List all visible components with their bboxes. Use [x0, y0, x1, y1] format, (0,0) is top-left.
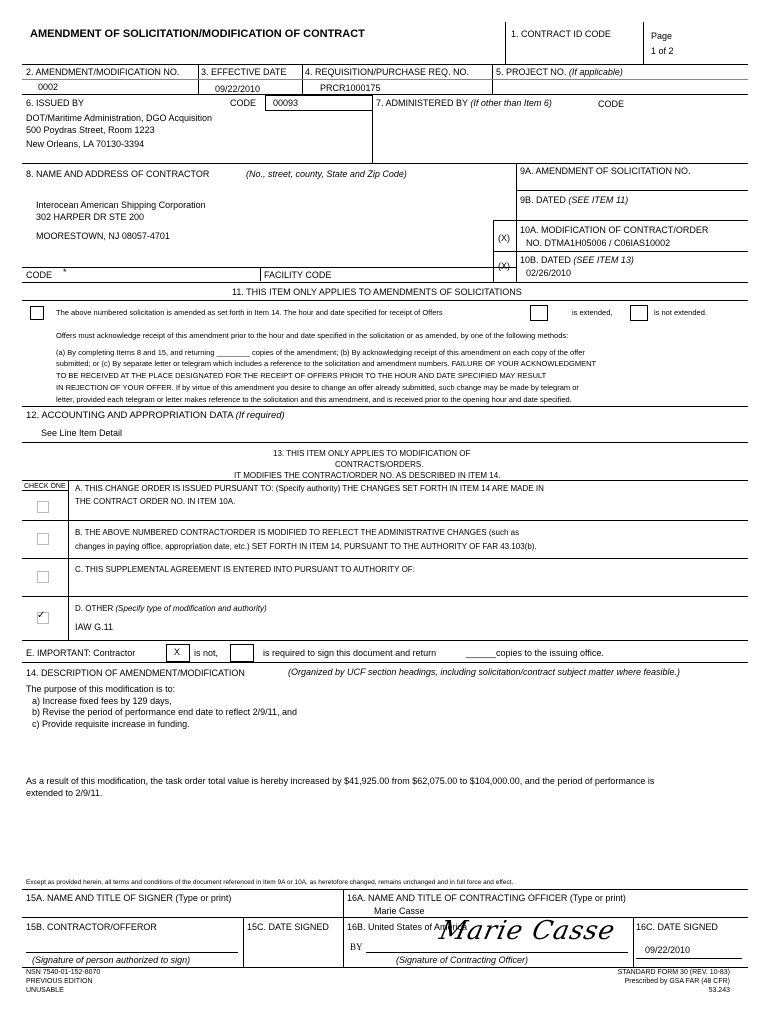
item13-a-line-2: THE CONTRACT ORDER NO. IN ITEM 10A.	[75, 497, 236, 506]
administered-by-label: 7. ADMINISTERED BY (If other than Item 6)	[376, 98, 552, 108]
extended-checkbox[interactable]	[530, 305, 548, 321]
requisition-label: 4. REQUISITION/PURCHASE REQ. NO.	[305, 67, 470, 77]
officer-signature: Marie Casse	[436, 916, 619, 946]
contractor-code-value: *	[63, 267, 67, 277]
issued-address-2: 500 Poydras Street, Room 1223	[26, 125, 155, 135]
solicitation-amended-checkbox[interactable]	[30, 306, 44, 320]
description-line-3: b) Revise the period of performance end date to reflect 2/9/11, and	[32, 707, 297, 717]
date-15c-label: 15C. DATE SIGNED	[247, 922, 329, 932]
x-mark-2: (X)	[498, 261, 510, 271]
effective-date-label: 3. EFFECTIVE DATE	[201, 67, 287, 77]
item13-c-line-1: C. THIS SUPPLEMENTAL AGREEMENT IS ENTERED INTO PURSUANT TO AUTHORITY OF:	[75, 565, 415, 574]
form-title: AMENDMENT OF SOLICITATION/MODIFICATION OF CONTRACT	[30, 28, 365, 40]
copies-blank: ______	[466, 648, 497, 658]
item13-heading-1: 13. THIS ITEM ONLY APPLIES TO MODIFICATION OF	[273, 449, 471, 458]
dated-10b-label: 10B. DATED (SEE ITEM 13)	[520, 255, 634, 265]
option-c-checkbox[interactable]	[37, 571, 49, 583]
contractor-line-3: MOORESTOWN, NJ 08057-4701	[36, 231, 170, 241]
unusable-label: UNUSABLE	[26, 987, 64, 994]
facility-code-label: FACILITY CODE	[264, 270, 332, 280]
effective-date-value: 09/22/2010	[215, 84, 261, 94]
is-required-checkbox[interactable]	[230, 644, 254, 662]
dated-9b-label: 9B. DATED (SEE ITEM 11)	[520, 195, 629, 205]
standard-form-label: STANDARD FORM 30 (REV. 10-83)	[617, 969, 730, 976]
signer-15a-label: 15A. NAME AND TITLE OF SIGNER (Type or print)	[26, 893, 232, 903]
date-16c-label: 16C. DATE SIGNED	[636, 922, 718, 932]
is-required-label: is required to sign this document and return	[263, 648, 437, 658]
issued-by-label: 6. ISSUED BY	[26, 98, 85, 108]
extended-label: is extended,	[572, 308, 613, 317]
issued-address-3: New Orleans, LA 70130-3394	[26, 139, 145, 149]
result-line-2: extended to 2/9/11.	[26, 788, 103, 798]
requisition-value: PRCR1000175	[320, 83, 381, 93]
except-clause: Except as provided herein, all terms and conditions of the document referenced in Item 9A or 10A, as heretofore changed, remains unchanged and in full force and effect.	[26, 879, 514, 886]
page-value: 1 of 2	[651, 46, 674, 56]
item13-heading-3: IT MODIFIES THE CONTRACT/ORDER NO. AS DESCRIBED IN ITEM 14.	[234, 471, 501, 480]
description-line-1: The purpose of this modification is to:	[26, 684, 176, 694]
item13-b-line-1: B. THE ABOVE NUMBERED CONTRACT/ORDER IS MODIFIED TO REFLECT THE ADMINISTRATIVE CHANGES (such as	[75, 528, 520, 537]
contract-id-label: 1. CONTRACT ID CODE	[511, 29, 611, 39]
item11-para-2: submitted; or (c) By separate letter or telegram which includes a reference to the solicitation and amendment numbers. FAILURE OF YOUR ACKNOWLEDGMENT	[56, 359, 597, 368]
item11-para-3: TO BE RECEIVED AT THE PLACE DESIGNATED FOR THE RECEIPT OF OFFERS PRIOR TO THE HOUR AND DATE SPECIFIED MAY RESULT	[56, 371, 547, 380]
page-label: Page	[651, 31, 673, 41]
not-extended-label: is not extended.	[654, 308, 707, 317]
form-number-label: 53.243	[708, 987, 730, 994]
item13-a-line-1: A. THIS CHANGE ORDER IS ISSUED PURSUANT TO: (Specify authority) THE CHANGES SET FORTH IN ITEM 14 ARE MADE IN	[75, 484, 544, 493]
item11-heading: 11. THIS ITEM ONLY APPLIES TO AMENDMENTS OF SOLICITATIONS	[232, 287, 522, 297]
check-mark-icon: ✓	[37, 610, 46, 621]
description-line-4: c) Provide requisite increase in funding.	[32, 719, 190, 729]
by-label: BY	[350, 942, 363, 952]
check-one-label: CHECK ONE	[24, 483, 66, 490]
description-label: 14. DESCRIPTION OF AMENDMENT/MODIFICATION	[26, 668, 245, 678]
accounting-label: 12. ACCOUNTING AND APPROPRIATION DATA (If required)	[26, 410, 285, 421]
description-line-2: a) Increase fixed fees by 129 days,	[32, 696, 172, 706]
contractor-code-label: CODE	[26, 270, 53, 280]
contractor-line-1: Interocean American Shipping Corporation	[36, 200, 206, 210]
nsn-label: NSN 7540-01-152-8070	[26, 969, 101, 976]
contractor-line-2: 302 HARPER DR STE 200	[36, 212, 145, 222]
issued-code-value: 00093	[273, 98, 299, 108]
signature-officer-label: (Signature of Contracting Officer)	[396, 955, 529, 965]
is-not-label: is not,	[194, 648, 219, 658]
important-label: E. IMPORTANT: Contractor	[26, 648, 136, 658]
x-mark-1: (X)	[498, 233, 510, 243]
copies-label: copies to the issuing office.	[496, 648, 604, 658]
date-16c-value: 09/22/2010	[645, 945, 691, 955]
amend-solicitation-label: 9A. AMENDMENT OF SOLICITATION NO.	[520, 166, 691, 176]
description-note: (Organized by UCF section headings, including solicitation/contract subject matter where feasible.)	[288, 667, 681, 677]
item13-d-label: D. OTHER (Specify type of modification and authority)	[75, 604, 267, 613]
administered-code-label: CODE	[598, 99, 625, 109]
contractor-15b-label: 15B. CONTRACTOR/OFFEROR	[26, 922, 157, 932]
contractor-note: (No., street, county, State and Zip Code)	[246, 169, 407, 179]
officer-16a-label: 16A. NAME AND TITLE OF CONTRACTING OFFICER (Type or print)	[347, 893, 626, 903]
item11-line-1: The above numbered solicitation is amended as set forth in Item 14. The hour and date specified for receipt of Offers	[56, 308, 443, 317]
is-not-x-mark: X	[174, 647, 181, 657]
item13-b-line-2: changes in paying office, appropriation date, etc.) SET FORTH IN ITEM 14, PURSUANT TO THE AUTHORITY OF FAR 43.103(b).	[75, 542, 537, 551]
modification-10a-value: NO. DTMA1H05006 / C06IAS10002	[526, 238, 671, 248]
project-no-label: 5. PROJECT NO. (If applicable)	[496, 67, 623, 77]
amendment-no-label: 2. AMENDMENT/MODIFICATION NO.	[26, 67, 180, 77]
officer-name: Marie Casse	[374, 906, 425, 916]
item11-para-1: (a) By completing Items 8 and 15, and returning ________ copies of the amendment; (b) By acknowledging receipt of this amendment on each copy of the offer	[56, 348, 585, 357]
item13-heading-2: CONTRACTS/ORDERS.	[335, 460, 424, 469]
gsa-label: Prescribed by GSA FAR (48 CFR)	[624, 978, 730, 985]
issued-address-1: DOT/Maritime Administration, DGO Acquisition	[26, 113, 213, 123]
signature-person-label: (Signature of person authorized to sign)	[32, 955, 191, 965]
amendment-no-value: 0002	[38, 82, 59, 92]
option-b-checkbox[interactable]	[37, 533, 49, 545]
item11-para-5: letter, provided each telegram or letter makes reference to the solicitation and this amendment, and is received prior to the opening hour and date specified.	[56, 395, 572, 404]
previous-edition-label: PREVIOUS EDITION	[26, 978, 93, 985]
item11-para-4: IN REJECTION OF YOUR OFFER. If by virtue of this amendment you desire to change an offer already submitted, such change may be made by telegram or	[56, 383, 579, 392]
item11-line-2: Offers must acknowledge receipt of this amendment prior to the hour and date specified in the solicitation or as amended, by one of the following methods:	[56, 331, 569, 340]
contractor-label: 8. NAME AND ADDRESS OF CONTRACTOR	[26, 169, 210, 179]
dated-10b-value: 02/26/2010	[526, 268, 572, 278]
accounting-value: See Line Item Detail	[41, 428, 123, 438]
result-line-1: As a result of this modification, the task order total value is hereby increased by $41,925.00 from $62,075.00 to $104,000.00, and the period of performance is	[26, 776, 655, 786]
not-extended-checkbox[interactable]	[630, 305, 648, 321]
option-a-checkbox[interactable]	[37, 501, 49, 513]
item13-d-value: IAW G.11	[75, 622, 114, 632]
issued-code-label: CODE	[230, 98, 257, 108]
modification-10a-label: 10A. MODIFICATION OF CONTRACT/ORDER	[520, 225, 709, 235]
us-16b-label: 16B. United States of America	[347, 922, 468, 932]
